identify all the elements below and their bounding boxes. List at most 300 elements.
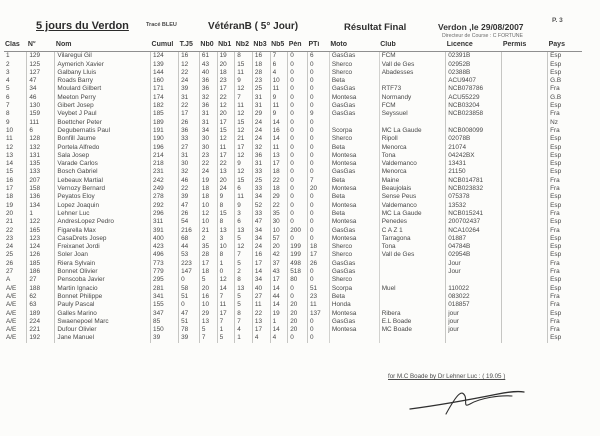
cell-nom: Pauly Pascal	[55, 301, 151, 309]
cell-permis	[502, 268, 548, 276]
cell-nb0: 18	[199, 268, 217, 276]
cell-moto: GasGas	[329, 268, 379, 276]
cell-tj5: 51	[179, 293, 200, 301]
cell-licence: 04242BX	[446, 152, 502, 160]
cell-nb1: 13	[217, 227, 235, 235]
cell-nb5: 14	[270, 119, 288, 127]
cell-club: Penedes	[379, 218, 446, 226]
cell-nb2: 21	[235, 135, 253, 143]
cell-cumul: 190	[151, 135, 179, 143]
cell-nb2: 4	[235, 326, 253, 334]
cell-licence: 01887	[446, 235, 502, 243]
cell-pti: 137	[308, 310, 330, 318]
cell-pti: 0	[308, 210, 330, 218]
cell-permis	[502, 235, 548, 243]
cell-permis	[502, 61, 548, 69]
cell-nb3: 31	[252, 160, 270, 168]
cell-nb0: 5	[199, 276, 217, 284]
cell-cumul: 144	[151, 69, 179, 77]
cell-cumul: 171	[151, 85, 179, 93]
cell-nom: Roads Barry	[55, 77, 151, 85]
cell-tj5: 39	[179, 193, 200, 201]
cell-pti: 0	[308, 193, 330, 201]
cell-num: 122	[27, 218, 55, 226]
cell-tj5: 0	[179, 276, 200, 284]
table-row	[4, 227, 582, 235]
cell-nb5: 9	[270, 94, 288, 102]
cell-pays: Fra	[548, 177, 582, 185]
cell-num: 135	[27, 160, 55, 168]
cell-tj5: 16	[179, 52, 200, 61]
cell-nb5: 7	[270, 52, 288, 61]
cell-licence: NCB023832	[446, 185, 502, 193]
cell-nb5: 11	[270, 85, 288, 93]
cell-nb3: 47	[252, 218, 270, 226]
cell-pen: 200	[288, 227, 308, 235]
cell-nb1: 18	[217, 69, 235, 77]
cell-cumul: 196	[151, 144, 179, 152]
cell-pays: Fra	[548, 227, 582, 235]
cell-permis	[502, 301, 548, 309]
cell-tj5: 31	[179, 152, 200, 160]
cell-tj5: 147	[179, 268, 200, 276]
cell-nom: Swaenepoel Marc	[55, 318, 151, 326]
cell-pays: Fra	[548, 185, 582, 193]
cell-permis	[502, 285, 548, 293]
cell-nb0: 35	[199, 243, 217, 251]
cell-num: 123	[27, 235, 55, 243]
cell-pen: 0	[288, 202, 308, 210]
cell-moto: Sherco	[329, 251, 379, 259]
cell-pti: 0	[308, 69, 330, 77]
cell-cumul: 296	[151, 210, 179, 218]
column-header-pen: Pén	[288, 41, 308, 52]
cell-nb2: 5	[235, 301, 253, 309]
cell-pen: 0	[288, 85, 308, 93]
cell-moto: Scorpa	[329, 285, 379, 293]
cell-pays: Esp	[548, 310, 582, 318]
cell-nb0: 2	[199, 235, 217, 243]
cell-nb1: 15	[217, 127, 235, 135]
cell-nb2: 11	[235, 193, 253, 201]
cell-licence: 200702437	[446, 218, 502, 226]
cell-licence: 02391B	[446, 52, 502, 61]
cell-nom: Penscoba Javier	[55, 276, 151, 284]
cell-pays: Esp	[548, 202, 582, 210]
cell-clas: 5	[6, 85, 10, 93]
table-row	[4, 260, 582, 268]
table-row	[4, 185, 582, 193]
cell-nb2: 12	[235, 243, 253, 251]
cell-cumul: 174	[151, 94, 179, 102]
cell-nb3: 25	[252, 177, 270, 185]
cell-nb5: 9	[270, 110, 288, 118]
cell-nb3: 4	[252, 334, 270, 342]
cell-nb1: 15	[217, 210, 235, 218]
cell-pti: 0	[308, 102, 330, 110]
event-title: 5 jours du Verdon	[36, 20, 129, 32]
cell-tj5: 17	[179, 110, 200, 118]
cell-moto: Honda	[329, 301, 379, 309]
cell-tj5: 12	[179, 61, 200, 69]
cell-permis	[502, 318, 548, 326]
cell-nb0: 43	[199, 61, 217, 69]
cell-licence: NCA10264	[446, 227, 502, 235]
cell-tj5: 47	[179, 310, 200, 318]
cell-nb2: 8	[235, 276, 253, 284]
cell-nb5: 1	[270, 318, 288, 326]
table-row	[4, 61, 582, 69]
cell-nom: Bonnet Philippe	[55, 293, 151, 301]
cell-licence: ACU9407	[446, 77, 502, 85]
table-row	[4, 69, 582, 77]
cell-pays: Esp	[548, 251, 582, 259]
cell-moto: Montesa	[329, 152, 379, 160]
cell-licence: 13532	[446, 202, 502, 210]
cell-tj5: 51	[179, 318, 200, 326]
cell-pays: Esp	[548, 135, 582, 143]
cell-clas: 13	[6, 151, 14, 159]
cell-club: MC La Gaude	[379, 210, 446, 218]
cell-moto: Montesa	[329, 185, 379, 193]
cell-nom: Portela Alfredo	[55, 144, 151, 152]
cell-pti: 0	[308, 119, 330, 127]
cell-nb3: 31	[252, 94, 270, 102]
cell-pti: 0	[308, 202, 330, 210]
cell-club: Maine	[379, 177, 446, 185]
cell-moto: GasGas	[329, 110, 379, 118]
cell-nom: Peyatos Eloy	[55, 193, 151, 201]
cell-licence: Jour	[446, 260, 502, 268]
cell-moto: Sherco	[329, 276, 379, 284]
cell-club: Menorca	[379, 144, 446, 152]
cell-licence: ACU55229	[446, 94, 502, 102]
cell-club	[379, 276, 446, 284]
cell-pays: Esp	[548, 144, 582, 152]
cell-clas: 11	[6, 135, 13, 143]
cell-moto: Scorpa	[329, 127, 379, 135]
cell-moto: Beta	[329, 144, 379, 152]
cell-nb0: 61	[199, 52, 217, 61]
cell-pays: Esp	[548, 276, 582, 284]
cell-pays: Fra	[548, 110, 582, 118]
cell-clas: 19	[6, 201, 14, 209]
cell-num: 188	[27, 285, 55, 293]
cell-club	[379, 119, 446, 127]
cell-clas: 4	[6, 77, 10, 85]
cell-nb3: 17	[252, 260, 270, 268]
cell-permis	[502, 177, 548, 185]
cell-moto	[329, 334, 379, 342]
cell-nom: Varade Carlos	[55, 160, 151, 168]
cell-permis	[502, 326, 548, 334]
column-header-licence: Licence	[446, 41, 502, 52]
cell-clas: A/E	[6, 317, 17, 325]
table-row	[4, 326, 582, 334]
cell-nb1: 11	[217, 301, 235, 309]
table-row	[4, 168, 582, 176]
cell-permis	[502, 276, 548, 284]
cell-club: Normandy	[379, 94, 446, 102]
cell-clas: 23	[6, 234, 14, 242]
cell-nb1: 5	[217, 334, 235, 342]
cell-pen: 0	[288, 160, 308, 168]
cell-club: MC Boade	[379, 326, 446, 334]
cell-pen: 0	[288, 61, 308, 69]
cell-nb5: 22	[270, 202, 288, 210]
cell-tj5: 223	[179, 260, 200, 268]
cell-nb1: 17	[217, 119, 235, 127]
cell-nom: Boettcher Peter	[55, 119, 151, 127]
cell-nb3: 14	[252, 268, 270, 276]
cell-nom: Freixanet Jordi	[55, 243, 151, 251]
cell-licence: 04784B	[446, 243, 502, 251]
cell-nb5: 4	[270, 334, 288, 342]
table-row	[4, 52, 582, 61]
cell-permis	[502, 135, 548, 143]
cell-tj5: 24	[179, 77, 200, 85]
cell-licence: NCB008099	[446, 127, 502, 135]
cell-tj5: 32	[179, 168, 200, 176]
cell-nb0: 32	[199, 94, 217, 102]
cell-num: 159	[27, 110, 55, 118]
cell-nb0: 23	[199, 152, 217, 160]
cell-cumul: 214	[151, 152, 179, 160]
cell-num: 128	[27, 135, 55, 143]
cell-moto: Montesa	[329, 235, 379, 243]
cell-nb5: 20	[270, 243, 288, 251]
table-row	[4, 243, 582, 251]
cell-nb3: 34	[252, 276, 270, 284]
cell-nb1: 1	[217, 326, 235, 334]
cell-nb2: 15	[235, 177, 253, 185]
cell-nom: Bonfill Jaume	[55, 135, 151, 143]
cell-pen: 498	[288, 260, 308, 268]
cell-moto: Beta	[329, 177, 379, 185]
cell-pen: 0	[288, 127, 308, 135]
cell-club: FCM	[379, 102, 446, 110]
cell-moto: GasGas	[329, 318, 379, 326]
cell-clas: A/E	[6, 334, 17, 342]
cell-pays: Fra	[548, 326, 582, 334]
cell-nb0: 30	[199, 144, 217, 152]
cell-nb0: 16	[199, 293, 217, 301]
cell-nb2: 5	[235, 293, 253, 301]
cell-cumul: 295	[151, 276, 179, 284]
cell-pen: 0	[288, 185, 308, 193]
column-header-club: Club	[379, 41, 446, 52]
table-row	[4, 152, 582, 160]
cell-club: RTF73	[379, 85, 446, 93]
cell-nb0: 36	[199, 77, 217, 85]
cell-pen: 0	[288, 135, 308, 143]
cell-nb0: 10	[199, 218, 217, 226]
cell-pti: 20	[308, 185, 330, 193]
cell-num: 129	[27, 52, 55, 61]
cell-nom: Lebeaux Martial	[55, 177, 151, 185]
cell-moto: GasGas	[329, 102, 379, 110]
column-header-pays: Pays	[548, 41, 582, 52]
cell-club	[379, 301, 446, 309]
cell-nb1: 20	[217, 110, 235, 118]
cell-nom: Lehner Luc	[55, 210, 151, 218]
cell-nb2: 5	[235, 235, 253, 243]
cell-licence: NCB023858	[446, 110, 502, 118]
results-table	[4, 41, 582, 343]
cell-nb3: 18	[252, 61, 270, 69]
cell-nb3: 52	[252, 202, 270, 210]
cell-pays: Esp	[548, 334, 582, 342]
cell-num: 34	[27, 85, 55, 93]
cell-nb2: 13	[235, 285, 253, 293]
cell-cumul: 278	[151, 193, 179, 201]
cell-pays: Fra	[548, 318, 582, 326]
cell-tj5: 58	[179, 285, 200, 293]
cell-licence: 13431	[446, 160, 502, 168]
column-header-nom: Nom	[55, 41, 151, 52]
cell-clas: 27	[6, 268, 14, 276]
cell-moto: GasGas	[329, 227, 379, 235]
cell-num: 46	[27, 94, 55, 102]
cell-moto: Beta	[329, 77, 379, 85]
cell-pays: Esp	[548, 102, 582, 110]
cell-num: 1	[27, 210, 55, 218]
cell-nb2: 7	[235, 94, 253, 102]
cell-nb0: 7	[199, 334, 217, 342]
cell-permis	[502, 310, 548, 318]
table-row	[4, 285, 582, 293]
cell-nom: Bonnet Olivier	[55, 268, 151, 276]
cell-club	[379, 334, 446, 342]
cell-nom: Aymerich Xavier	[55, 61, 151, 69]
cell-nb3: 36	[252, 152, 270, 160]
cell-pti: 0	[308, 160, 330, 168]
cell-moto: Sherco	[329, 61, 379, 69]
cell-cumul: 85	[151, 318, 179, 326]
cell-club: Valdemanco	[379, 160, 446, 168]
cell-licence	[446, 334, 502, 342]
cell-tj5: 30	[179, 160, 200, 168]
table-row	[4, 119, 582, 127]
cell-nb2: 15	[235, 119, 253, 127]
cell-nb3: 32	[252, 144, 270, 152]
table-header-row	[4, 41, 582, 52]
cell-nb3: 28	[252, 69, 270, 77]
table-row	[4, 293, 582, 301]
table-row	[4, 160, 582, 168]
cell-licence: jour	[446, 310, 502, 318]
cell-num: 133	[27, 168, 55, 176]
cell-nb1: 24	[217, 185, 235, 193]
cell-licence: 02388B	[446, 69, 502, 77]
column-header-permis: Permis	[502, 41, 548, 52]
cell-tj5: 46	[179, 177, 200, 185]
cell-nb0: 40	[199, 69, 217, 77]
cell-nb0: 13	[199, 318, 217, 326]
cell-nb5: 14	[270, 326, 288, 334]
cell-nb0: 29	[199, 310, 217, 318]
cell-permis	[502, 160, 548, 168]
cell-pen: 0	[288, 334, 308, 342]
cell-permis	[502, 168, 548, 176]
cell-pays: Esp	[548, 168, 582, 176]
cell-nb3: 16	[252, 52, 270, 61]
cell-licence	[446, 276, 502, 284]
cell-licence: 083022	[446, 293, 502, 301]
cell-club: FCM	[379, 52, 446, 61]
cell-nb0: 36	[199, 85, 217, 93]
cell-cumul: 281	[151, 285, 179, 293]
cell-nb5: 18	[270, 185, 288, 193]
cell-licence: NCB078786	[446, 85, 502, 93]
cell-nom: Vilaregui Gil	[55, 52, 151, 61]
cell-num: 127	[27, 69, 55, 77]
cell-club: Tarragona	[379, 235, 446, 243]
cell-nb5: 4	[270, 69, 288, 77]
cell-nom: Jane Manuel	[55, 334, 151, 342]
cell-nb3: 24	[252, 135, 270, 143]
cell-pays: Esp	[548, 69, 582, 77]
cell-pen: 0	[288, 144, 308, 152]
column-header-nb2: Nb2	[235, 41, 253, 52]
cell-permis	[502, 227, 548, 235]
cell-permis	[502, 202, 548, 210]
table-row	[4, 235, 582, 243]
cell-nb2: 9	[235, 202, 253, 210]
cell-permis	[502, 144, 548, 152]
column-header-nb0: Nb0	[199, 41, 217, 52]
cell-tj5: 39	[179, 334, 200, 342]
cell-permis	[502, 193, 548, 201]
cell-clas: 9	[6, 118, 10, 126]
cell-tj5: 216	[179, 227, 200, 235]
table-row	[4, 268, 582, 276]
cell-num: 186	[27, 268, 55, 276]
cell-tj5: 68	[179, 235, 200, 243]
cell-tj5: 39	[179, 85, 200, 93]
cell-pti: 0	[308, 127, 330, 135]
cell-cumul: 139	[151, 61, 179, 69]
cell-nb1: 7	[217, 293, 235, 301]
cell-permis	[502, 52, 548, 61]
cell-club: Tona	[379, 243, 446, 251]
cell-club: Muel	[379, 285, 446, 293]
table-row	[4, 135, 582, 143]
cell-nb1: 17	[217, 310, 235, 318]
cell-clas: 7	[6, 102, 10, 110]
cell-club: Valdemanco	[379, 202, 446, 210]
cell-club: Ribera	[379, 310, 446, 318]
cell-num: 63	[27, 301, 55, 309]
cell-num: 130	[27, 102, 55, 110]
cell-permis	[502, 102, 548, 110]
cell-cumul: 231	[151, 168, 179, 176]
cell-pen: 0	[288, 218, 308, 226]
cell-pti: 0	[308, 61, 330, 69]
cell-licence: 02952B	[446, 61, 502, 69]
cell-clas: 3	[6, 68, 10, 76]
cell-clas: 8	[6, 110, 10, 118]
cell-tj5: 22	[179, 69, 200, 77]
cell-pen: 0	[288, 69, 308, 77]
table-row	[4, 334, 582, 342]
cell-permis	[502, 243, 548, 251]
cell-club: Vall de Ges	[379, 251, 446, 259]
cell-club: Tona	[379, 152, 446, 160]
cell-cumul: 191	[151, 127, 179, 135]
cell-nb5: 19	[270, 310, 288, 318]
cell-licence: jour	[446, 326, 502, 334]
